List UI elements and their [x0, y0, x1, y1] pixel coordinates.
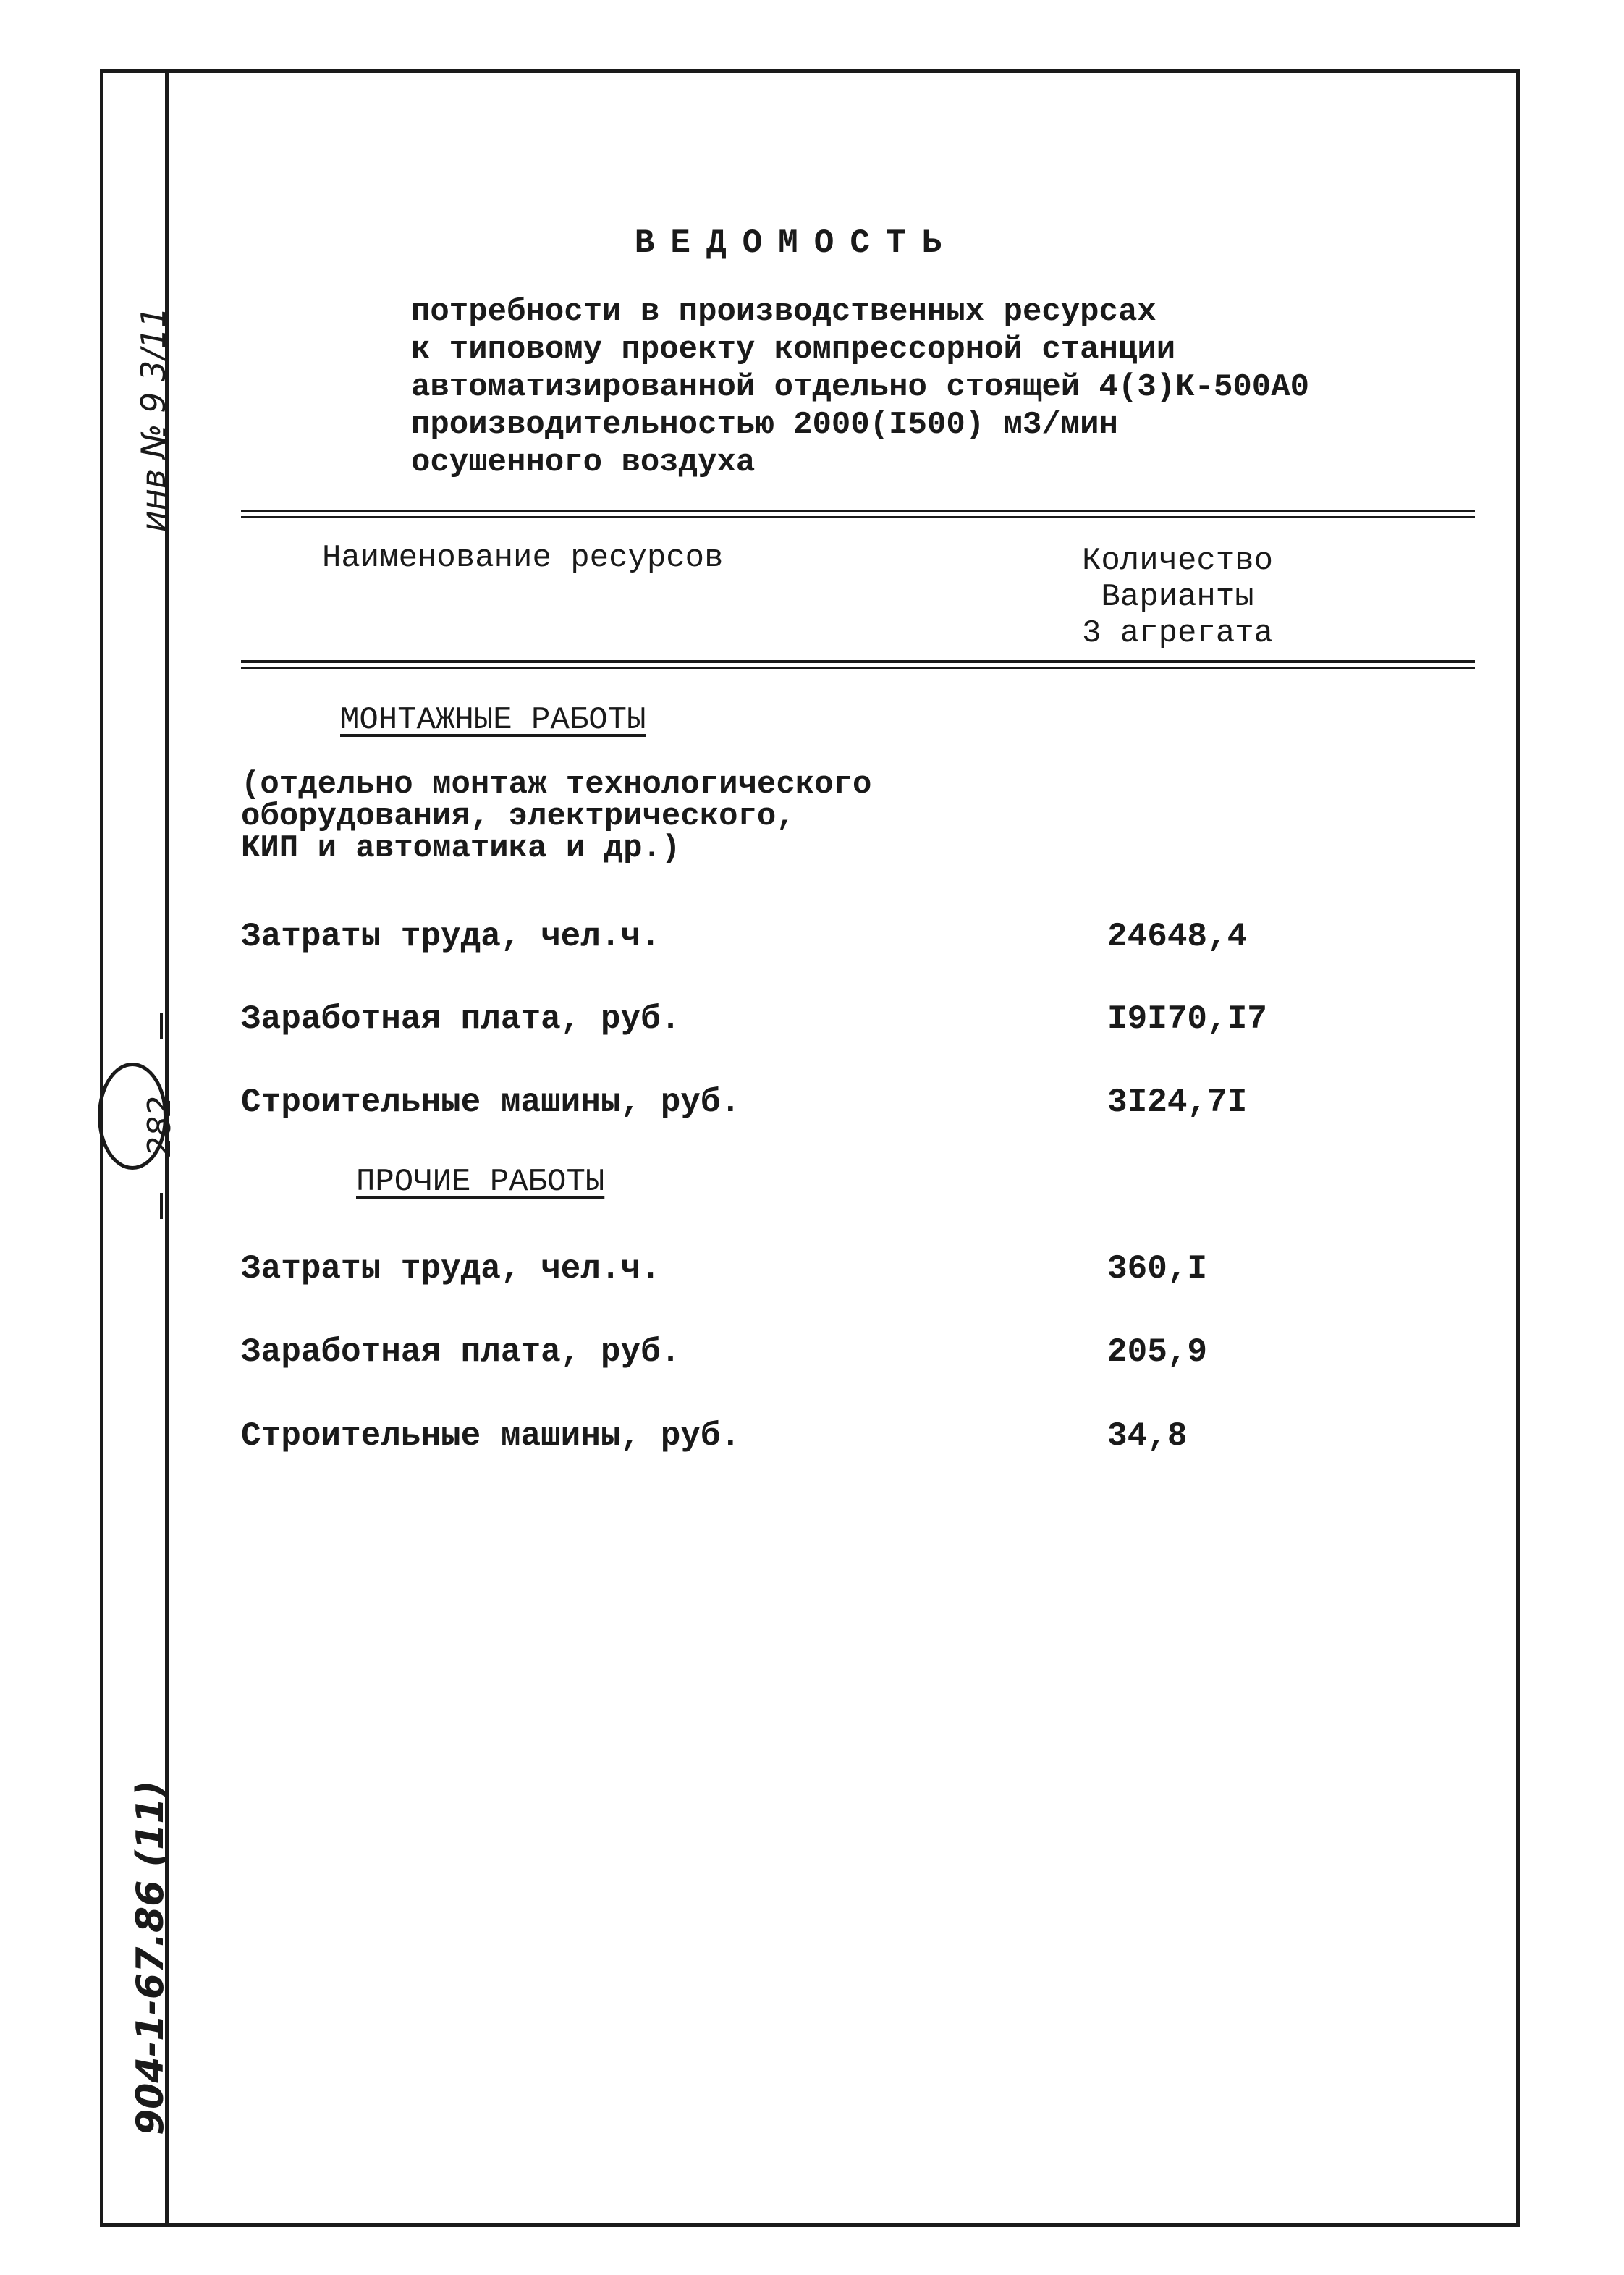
- subtitle-line: к типовому проекту компрессорной станции: [411, 332, 1176, 368]
- column-header-quantity-line: 3 агрегата: [1082, 615, 1274, 651]
- row-value-machines: 3I24,7I: [1107, 1084, 1248, 1121]
- row-label-labor: Затраты труда, чел.ч.: [241, 918, 661, 955]
- row-label-labor: Затраты труда, чел.ч.: [241, 1250, 661, 1288]
- document-title: ВЕДОМОСТЬ: [634, 224, 958, 262]
- column-header-quantity-line: Варианты: [1101, 579, 1254, 615]
- header-rule-top: [241, 510, 1475, 512]
- header-rule-top-2: [241, 516, 1475, 518]
- column-header-name: Наименование ресурсов: [322, 540, 724, 576]
- inventory-number: инв № 9 3/11: [134, 306, 173, 532]
- document-code: 904-1-67.86 (11): [129, 1780, 172, 2135]
- section-title-other: ПРОЧИЕ РАБОТЫ: [356, 1164, 605, 1200]
- note-line: оборудования, электрического,: [241, 798, 795, 835]
- row-value-labor: 360,I: [1107, 1250, 1208, 1288]
- column-header-quantity-line: Количество: [1082, 543, 1274, 579]
- row-label-wages: Заработная плата, руб.: [241, 1000, 681, 1038]
- row-value-wages: 205,9: [1107, 1333, 1208, 1371]
- row-label-machines: Строительные машины, руб.: [241, 1084, 741, 1121]
- column-header-quantity: [1082, 543, 1273, 651]
- header-rule-bottom: [241, 660, 1475, 663]
- note-line: КИП и автоматика и др.): [241, 830, 681, 866]
- subtitle-line: осушенного воздуха: [411, 444, 756, 481]
- header-rule-bottom-2: [241, 667, 1475, 669]
- row-label-machines: Строительные машины, руб.: [241, 1417, 741, 1455]
- note-line: (отдельно монтаж технологического: [241, 767, 872, 803]
- row-value-labor: 24648,4: [1107, 918, 1248, 955]
- subtitle-line: потребности в производственных ресурсах: [411, 294, 1156, 330]
- subtitle-line: производительностью 2000(I500) м3/мин: [411, 407, 1118, 443]
- stamp-tick-bottom: [160, 1193, 163, 1219]
- montage-note: [241, 769, 871, 864]
- document-subtitle: [411, 293, 1309, 481]
- subtitle-line: автоматизированной отдельно стоящей 4(3)К-500А0: [411, 369, 1310, 405]
- row-value-machines: 34,8: [1107, 1417, 1188, 1455]
- row-label-wages: Заработная плата, руб.: [241, 1333, 681, 1371]
- stamp-tick-top: [160, 1013, 163, 1039]
- row-value-wages: I9I70,I7: [1107, 1000, 1267, 1038]
- section-title-montage: МОНТАЖНЫЕ РАБОТЫ: [340, 702, 646, 738]
- page-number-stamp-text: 282: [141, 1096, 178, 1157]
